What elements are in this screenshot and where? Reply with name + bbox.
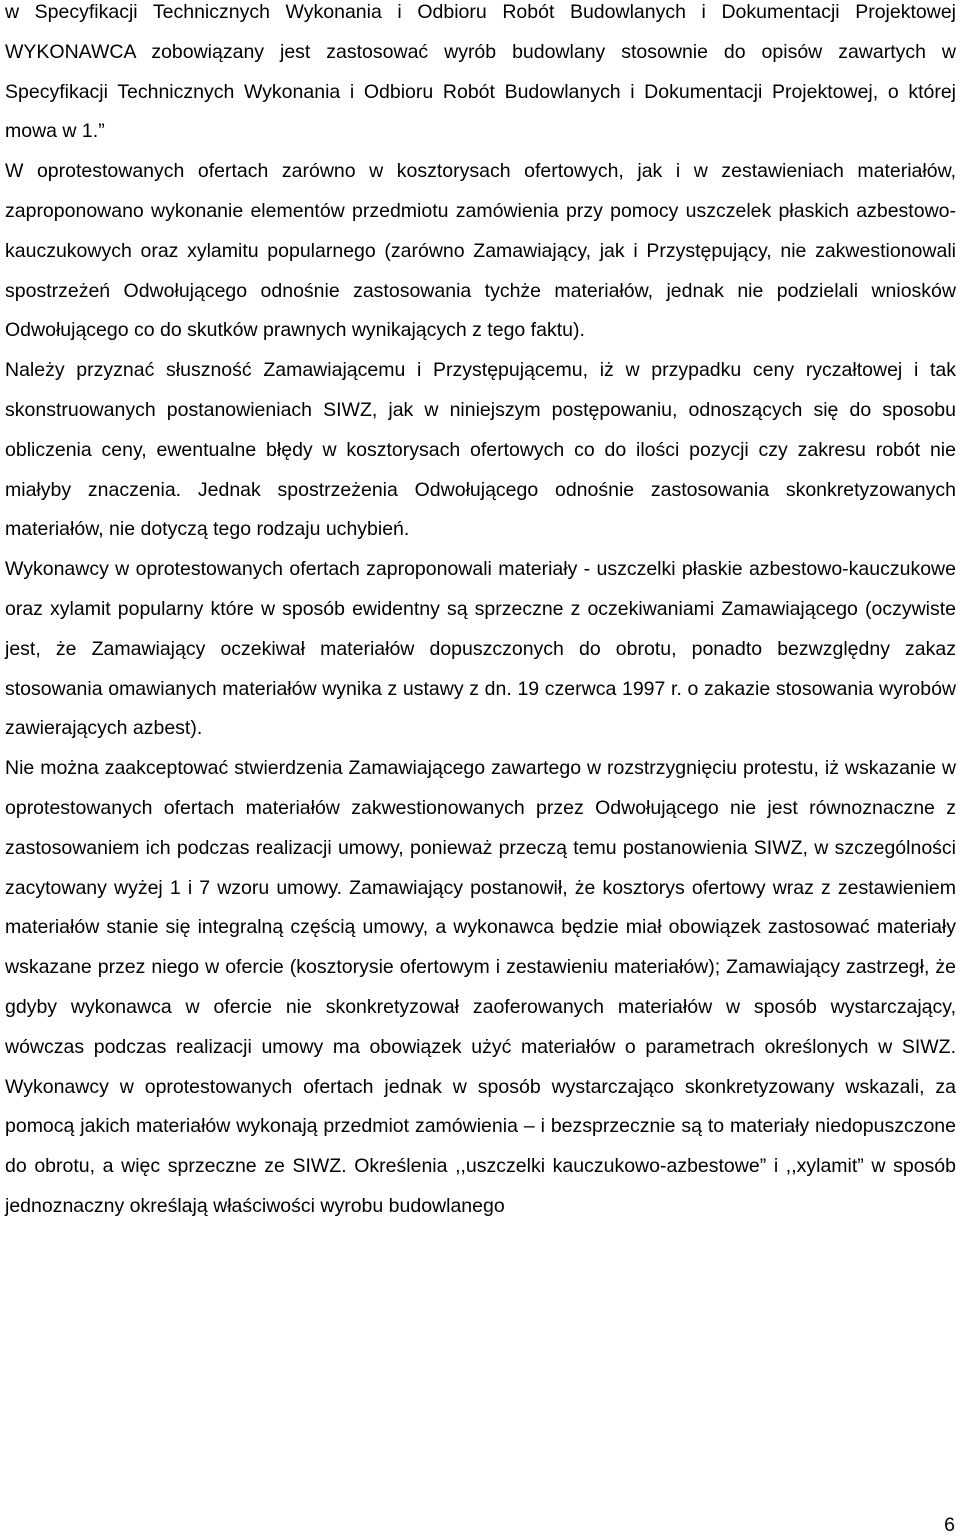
document-body: [5, 0, 956, 1227]
paragraph-4: Wykonawcy w oprotestowanych ofertach zaproponowali materiały - uszczelki płaskie azbestowo-kauczukowe oraz xylamit popularny które w sposób ewidentny są sprzeczne z oczekiwaniami Zamawiającego (oczywiste jest, że Zamawiający oczekiwał materiałów dopuszczonych do obrotu, ponadto bezwzględny zakaz stosowania omawianych materiałów wynika z ustawy z dn. 19 czerwca 1997 r. o zakazie stosowania wyrobów zawierających azbest).: [5, 558, 956, 740]
paragraph-1: w Specyfikacji Technicznych Wykonania i Odbioru Robót Budowlanych i Dokumentacji Projektowej WYKONAWCA zobowiązany jest zastosować wyrób budowlany stosownie do opisów zawartych w Specyfikacji Technicznych Wykonania i Odbioru Robót Budowlanych i Dokumentacji Projektowej, o której mowa w 1.”: [5, 1, 956, 143]
paragraph-3: Należy przyznać słuszność Zamawiającemu i Przystępującemu, iż w przypadku ceny ryczałtowej i tak skonstruowanych postanowieniach SIWZ, jak w niniejszym postępowaniu, odnoszących się do sposobu obliczenia ceny, ewentualne błędy w kosztorysach ofertowych co do ilości pozycji czy zakresu robót nie miałyby znaczenia. Jednak spostrzeżenia Odwołującego odnośnie zastosowania skonkretyzowanych materiałów, nie dotyczą tego rodzaju uchybień.: [5, 359, 956, 541]
paragraph-2: W oprotestowanych ofertach zarówno w kosztorysach ofertowych, jak i w zestawieniach materiałów, zaproponowano wykonanie elementów przedmiotu zamówienia przy pomocy uszczelek płaskich azbestowo-kauczukowych oraz xylamitu popularnego (zarówno Zamawiający, jak i Przystępujący, nie zakwestionowali spostrzeżeń Odwołującego odnośnie zastosowania tychże materiałów, jednak nie podzielali wniosków Odwołującego co do skutków prawnych wynikających z tego faktu).: [5, 160, 956, 342]
page-number: 6: [944, 1514, 955, 1536]
paragraph-5: Nie można zaakceptować stwierdzenia Zamawiającego zawartego w rozstrzygnięciu protestu, iż wskazanie w oprotestowanych ofertach materiałów zakwestionowanych przez Odwołującego nie jest równoznaczne z zastosowaniem ich podczas realizacji umowy, ponieważ przeczą temu postanowienia SIWZ, w szczególności zacytowany wyżej 1 i 7 wzoru umowy. Zamawiający postanowił, że kosztorys ofertowy wraz z zestawieniem materiałów stanie się integralną częścią umowy, a wykonawca będzie miał obowiązek zastosować materiały wskazane przez niego w ofercie (kosztorysie ofertowym i zestawieniu materiałów); Zamawiający zastrzegł, że gdyby wykonawca w ofercie nie skonkretyzował zaoferowanych materiałów w sposób wystarczający, wówczas podczas realizacji umowy ma obowiązek użyć materiałów o parametrach określonych w SIWZ. Wykonawcy w oprotestowanych ofertach jednak w sposób wystarczająco skonkretyzowany wskazali, za pomocą jakich materiałów wykonają przedmiot zamówienia – i bezsprzecznie są to materiały niedopuszczone do obrotu, a więc sprzeczne ze SIWZ. Określenia ,,uszczelki kauczukowo-azbestowe” i ,,xylamit” w sposób jednoznaczny określają właściwości wyrobu budowlanego: [5, 757, 956, 1217]
